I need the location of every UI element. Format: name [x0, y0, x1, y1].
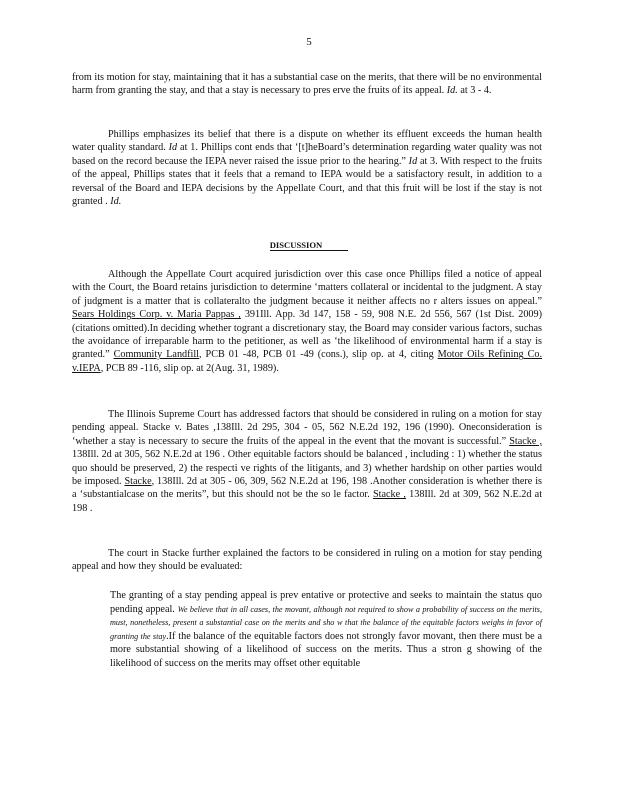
case-citation-stacke-1: Stacke ,	[509, 435, 542, 447]
discussion-heading: DISCUSSION	[270, 240, 349, 251]
para3-text-c: , PCB 01 -48, PCB 01 -49 (cons.), slip op. at 4, citing	[199, 349, 434, 361]
paragraph-phillips	[72, 128, 542, 208]
para1-text: from its motion for stay, maintaining that it has a substantial case on the merits, that there will be no environmental harm from granting the stay, and that a stay is necessary to pres erve the fruits of its appeal.	[72, 72, 542, 97]
para4-text-b: 138Ill. 2d at 305, 562 N.E.2d at 196 . Other equitable factors should be balanced , including : 1) whether the status quo should be preserved, 2) the respecti ve rights of the litigants, and 3) whether hardship on other parties would be imposed.	[72, 449, 542, 488]
para2-text-a: Phillips emphasizes its belief that there is a dispute on whether its effluent exceeds the human health water quality standard.	[72, 129, 542, 154]
section-heading	[0, 240, 618, 250]
para3-text-a: Although the Appellate Court acquired jurisdiction over this case once Phillips filed a notice of appeal with the Court, the Board retains jurisdiction to determine ‘matters collateral or incidental to the judgment. A stay of judgment is a matter that is collateralto the judgment because it neither affects no r alters issues on appeal.”	[72, 269, 542, 307]
para2-id-1: Id	[168, 142, 178, 154]
para3-text-d: , PCB 89 -116, slip op. at 2(Aug. 31, 1989).	[100, 362, 279, 374]
case-citation-community-landfill: Community Landfill	[113, 349, 200, 361]
paragraph-stacke-intro: The court in Stacke further explained the factors to be considered in ruling on a motion for stay pending appeal and how they should be evaluated:	[72, 548, 542, 573]
case-citation-motor-oils: Motor Oils Refining Co. v.IEPA	[72, 349, 543, 374]
para2-text-c: at 3. With respect to the fruits of the appeal, Phillips states that it feels that a remand to IEPA would be a satisfactory result, in addition to a reversal of the Board and IEPA decisions by the Appellate Court, and that this fruit will be lost if the stay is not granted .	[72, 155, 543, 208]
paragraph-continuation	[72, 71, 542, 98]
para2-id-3: Id.	[110, 196, 122, 208]
para4-text-c: , 138Ill. 2d at 305 - 06, 309, 562 N.E.2d at 196, 198 .Another consideration is whether there is a ‘substantialcase on the merits”, but this should not be the so le factor.	[72, 476, 542, 501]
para2-text-b: at 1. Phillips cont ends that ‘[t]heBoard’s determination regarding water quality was not based on the record because the IEPA never raised the issue prior to the hearing.”	[72, 142, 543, 167]
para4-text-d: 138Ill. 2d at 309, 562 N.E.2d at 198 .	[72, 489, 543, 514]
paragraph-jurisdiction	[72, 268, 542, 375]
quote-text-a: The granting of a stay pending appeal is prev entative or protective and seeks to maintain the status quo pending appeal.	[110, 590, 542, 615]
page-number: 5	[306, 36, 312, 48]
para3-text-b: 391Ill. App. 3d 147, 158 - 59, 908 N.E. 2d 556, 567 (1st Dist. 2009) (citations omitted).In deciding whether togrant a discretionary stay, the Board may consider various factors, suchas the avoidance of irreparable harm to the petitioner, as well as ‘the likelihood of environmental harm if a stay is granted.”	[72, 309, 543, 361]
para1-cite-id: Id.	[446, 85, 458, 97]
paragraph-supreme-court	[72, 408, 542, 515]
para4-text-a: The Illinois Supreme Court has addressed factors that should be considered in ruling on a motion for stay pending appeal. Stacke v. Bates ,138Ill. 2d 295, 304 - 05, 562 N.E.2d 192, 196 (1990). Oneconsideration is ‘whether a stay is necessary to secure the fruits of the appeal in the event that the movant is successful.”	[72, 409, 542, 447]
para2-id-2: Id	[408, 155, 418, 167]
block-quote	[110, 589, 542, 671]
quote-italic: We believe that in all cases, the movant, although not required to show a probability of success on the merits, must, nonetheless, present a substantial case on the merits and sho w that the balance of the equitable factors weighs in favor of granting the stay	[110, 604, 543, 641]
case-citation-sears: Sears Holdings Corp. v. Maria Pappas ,	[72, 309, 241, 321]
quote-text-b: .If the balance of the equitable factors does not strongly favor movant, then there must be a more substantial showing of a likelihood of success on the merits. Thus a stron g showing of the likelihood of success on the merits may offset other equitable	[110, 630, 542, 669]
para1-cite-tail: at 3 - 4.	[460, 85, 492, 97]
case-citation-stacke-3: Stacke ,	[373, 489, 406, 501]
case-citation-stacke-2: Stacke	[124, 476, 152, 488]
